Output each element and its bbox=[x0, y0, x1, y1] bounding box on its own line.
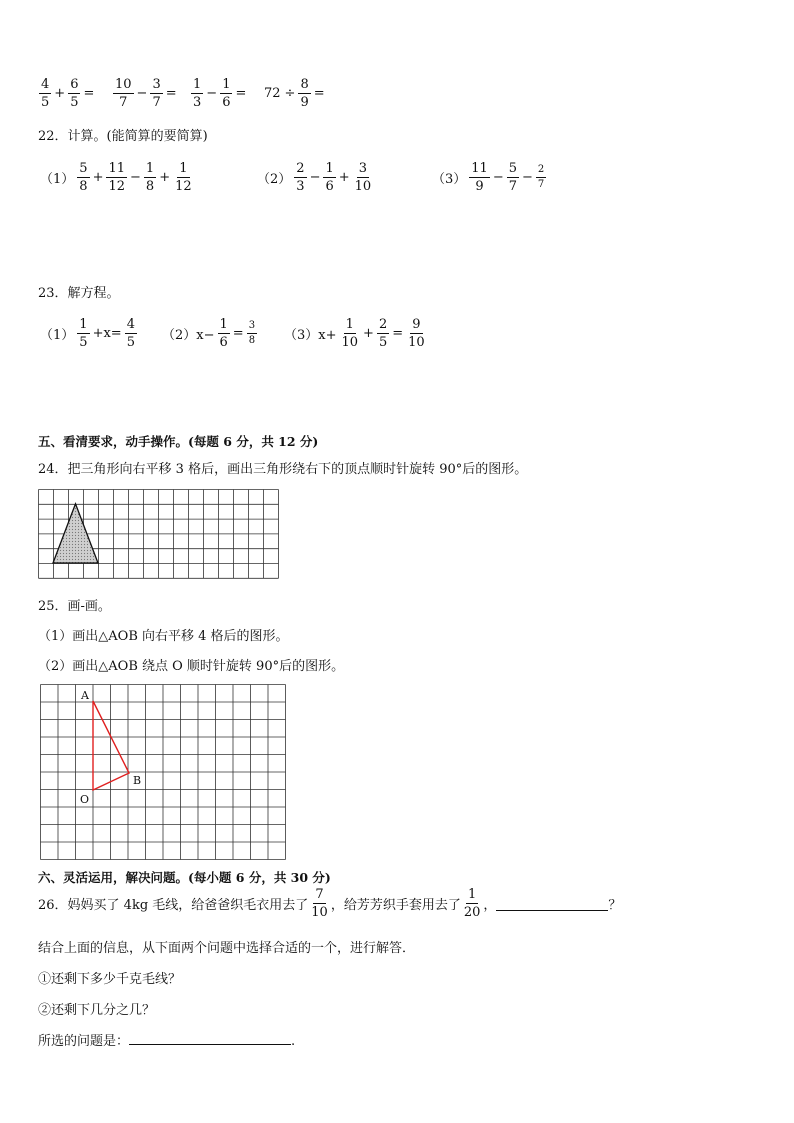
triangle-aob bbox=[93, 701, 129, 790]
question-26-stem: 26．妈妈买了 4kg 毛线，给爸爸织毛衣用去了 $\frac{7}{10}$ ，给芳芳织手套用去了 $\frac{1}{20}$ ， ？ bbox=[38, 887, 622, 920]
fraction: $\frac{7}{10}$ bbox=[311, 887, 328, 920]
question-24-text: 24．把三角形向右平移 3 格后，画出三角形绕右下的顶点顺时针旋转 90°后的图形。 bbox=[38, 462, 528, 477]
label-b: B bbox=[133, 774, 142, 787]
question-23-title: 23．解方程。 bbox=[38, 286, 120, 301]
q23-problem-3: （3）x+ $\frac{1}{10}$ + $\frac{2}{5}$ = $\frac{9}{10}$ bbox=[284, 317, 425, 350]
fraction: $\frac{1}{3}$ bbox=[193, 77, 202, 110]
expression-3: $\frac{1}{3}$ − $\frac{1}{6}$ = bbox=[193, 77, 247, 110]
fraction: $\frac{10}{7}$ bbox=[115, 77, 132, 110]
expression-1: $\frac{4}{5}$ + $\frac{6}{5}$ = bbox=[41, 77, 95, 110]
expression-4: 72 ÷ $\frac{8}{9}$ = bbox=[264, 77, 325, 110]
q25-grid bbox=[40, 684, 288, 862]
q24-grid bbox=[38, 489, 280, 579]
q26-option-1: ①还剩下多少千克毛线？ bbox=[38, 972, 182, 987]
q25-instruction-1: （1）画出△AOB 向右平移 4 格后的图形。 bbox=[38, 629, 289, 644]
q26-chosen-question: 所选的问题是： . bbox=[38, 1034, 296, 1049]
fraction: $\frac{1}{6}$ bbox=[222, 77, 231, 110]
chosen-question-blank[interactable] bbox=[129, 1032, 291, 1045]
q22-problem-1: （1） $\frac{5}{8}$ + $\frac{11}{12}$ − $\frac{1}{8}$ + $\frac{1}{12}$ bbox=[40, 161, 192, 194]
q22-problem-2: （2） $\frac{2}{3}$ − $\frac{1}{6}$ + $\frac{3}{10}$ bbox=[257, 161, 372, 194]
fraction: $\frac{1}{20}$ bbox=[463, 887, 481, 920]
section-5-title: 五、看清要求，动手操作。(每题 6 分，共 12 分) bbox=[38, 434, 319, 449]
fraction: $\frac{6}{5}$ bbox=[70, 77, 79, 110]
section-6-title: 六、灵活运用，解决问题。(每小题 6 分，共 30 分) bbox=[38, 870, 331, 885]
fraction: $\frac{3}{7}$ bbox=[152, 77, 161, 110]
question-22-title: 22．计算。(能简算的要简算) bbox=[38, 129, 208, 144]
q25-instruction-2: （2）画出△AOB 绕点 O 顺时针旋转 90°后的图形。 bbox=[38, 659, 345, 674]
expression-2: $\frac{10}{7}$ − $\frac{3}{7}$ = bbox=[115, 77, 177, 110]
q24-triangle bbox=[53, 504, 98, 563]
q26-option-2: ②还剩下几分之几？ bbox=[38, 1003, 156, 1018]
label-o: O bbox=[80, 793, 90, 806]
fraction: $\frac{8}{9}$ bbox=[300, 77, 309, 110]
q26-line-2: 结合上面的信息，从下面两个问题中选择合适的一个，进行解答． bbox=[38, 941, 416, 956]
answer-blank[interactable] bbox=[496, 896, 608, 911]
q23-problem-2: （2）x− $\frac{1}{6}$ = $\frac{3}{8}$ bbox=[162, 317, 256, 350]
fraction: $\frac{4}{5}$ bbox=[41, 77, 50, 110]
q22-problem-3: （3） $\frac{11}{9}$ − $\frac{5}{7}$ − $\frac{2}{7}$ bbox=[432, 161, 545, 194]
label-a: A bbox=[81, 689, 89, 702]
question-25-title: 25．画-画。 bbox=[38, 599, 111, 614]
q23-problem-1: （1） $\frac{1}{5}$ +x= $\frac{4}{5}$ bbox=[40, 317, 135, 350]
